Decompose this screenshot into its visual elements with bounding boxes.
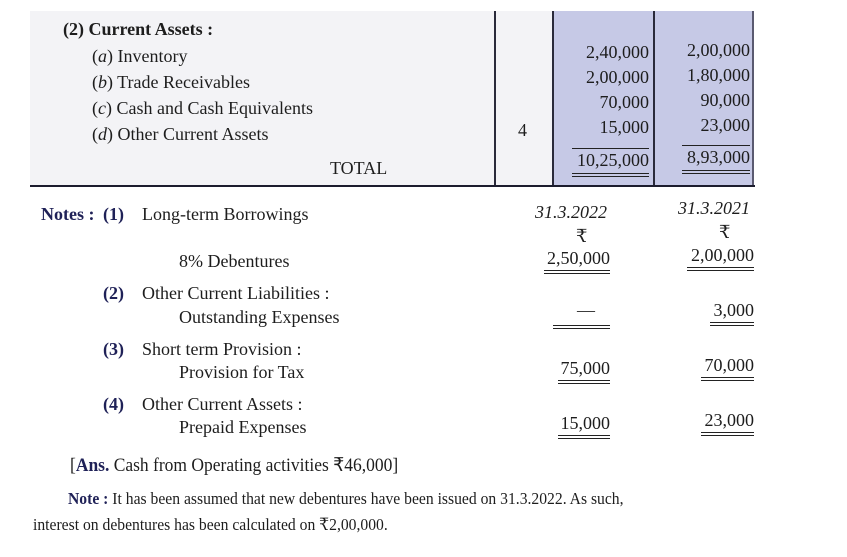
note-value-2021: 70,000 <box>704 355 754 375</box>
answer-label: Ans. <box>75 455 110 476</box>
row-text: Other Current Assets <box>117 124 269 144</box>
row-letter: b <box>98 72 107 92</box>
note-title: Other Current Assets : <box>142 394 303 414</box>
footnote-label: Note : <box>68 489 109 508</box>
note-value-2022: 15,000 <box>560 413 610 433</box>
double-rule <box>558 380 610 384</box>
note-sub: Outstanding Expenses <box>179 307 340 327</box>
notes-column-2022: 31.3.2022 <box>535 202 607 222</box>
value-2021: 2,00,000 <box>687 40 750 60</box>
row-label: (c) Cash and Cash Equivalents <box>92 98 313 118</box>
note-number: (1) <box>103 204 124 224</box>
note-number: 4 <box>518 120 527 140</box>
notes-heading: Notes : <box>41 204 95 224</box>
total-double-rule <box>572 173 649 177</box>
double-rule <box>544 270 610 274</box>
note-value-2021: 2,00,000 <box>691 245 754 265</box>
value-2022: 15,000 <box>599 117 649 137</box>
total-label: TOTAL <box>330 158 388 178</box>
row-letter: c <box>98 98 106 118</box>
row-letter: d <box>98 124 107 144</box>
value-2022: 2,00,000 <box>586 67 649 87</box>
note-number: (3) <box>103 339 124 359</box>
answer-line <box>70 454 398 478</box>
note-value-2021: 23,000 <box>704 410 754 430</box>
note-value-2021: 3,000 <box>713 300 754 320</box>
column-divider <box>494 11 496 186</box>
double-rule <box>701 377 754 381</box>
double-rule <box>687 267 754 271</box>
rupee-symbol: ₹ <box>719 222 731 242</box>
row-letter: a <box>98 46 107 66</box>
total-2021: 8,93,000 <box>687 147 750 167</box>
note-value-2022: — <box>577 300 595 320</box>
footnote-text: It has been assumed that new debentures have been issued on 31.3.2022. As such, <box>108 489 624 508</box>
row-text: Trade Receivables <box>117 72 250 92</box>
note-sub: 8% Debentures <box>179 251 290 271</box>
row-label: (a) Inventory <box>92 46 188 66</box>
total-double-rule <box>682 170 750 174</box>
row-text: Inventory <box>117 46 188 66</box>
value-2021: 1,80,000 <box>687 65 750 85</box>
column-divider <box>752 11 754 186</box>
column-divider <box>552 11 554 186</box>
table-bottom-border <box>30 185 755 187</box>
note-number: (2) <box>103 283 124 303</box>
row-label: (d) Other Current Assets <box>92 124 269 144</box>
footnote-line-1 <box>68 488 624 510</box>
value-2022: 2,40,000 <box>586 42 649 62</box>
answer-text: Cash from Operating activities ₹46,000] <box>109 455 399 476</box>
total-2022: 10,25,000 <box>577 150 649 170</box>
note-sub: Prepaid Expenses <box>179 417 307 437</box>
note-value-2022: 75,000 <box>560 358 610 378</box>
double-rule <box>710 322 754 326</box>
note-title: Short term Provision : <box>142 339 302 359</box>
double-rule <box>701 432 754 436</box>
footnote-line-2: interest on debentures has been calculated on ₹2,00,000. <box>33 515 388 534</box>
row-label: (b) Trade Receivables <box>92 72 250 92</box>
value-2022: 70,000 <box>599 92 649 112</box>
note-title: Long-term Borrowings <box>142 204 309 224</box>
answer-bracket: [ <box>70 455 76 476</box>
current-assets-heading: (2) Current Assets : <box>63 19 214 39</box>
note-value-2022: 2,50,000 <box>547 248 610 268</box>
note-title: Other Current Liabilities : <box>142 283 330 303</box>
rupee-symbol: ₹ <box>576 226 588 246</box>
note-number: (4) <box>103 394 124 414</box>
value-2021: 90,000 <box>700 90 750 110</box>
column-divider <box>653 11 655 186</box>
note-sub: Provision for Tax <box>179 362 305 382</box>
double-rule <box>558 435 610 439</box>
notes-column-2021: 31.3.2021 <box>678 198 750 218</box>
value-2021: 23,000 <box>700 115 750 135</box>
double-rule <box>553 325 610 329</box>
row-text: Cash and Cash Equivalents <box>116 98 313 118</box>
